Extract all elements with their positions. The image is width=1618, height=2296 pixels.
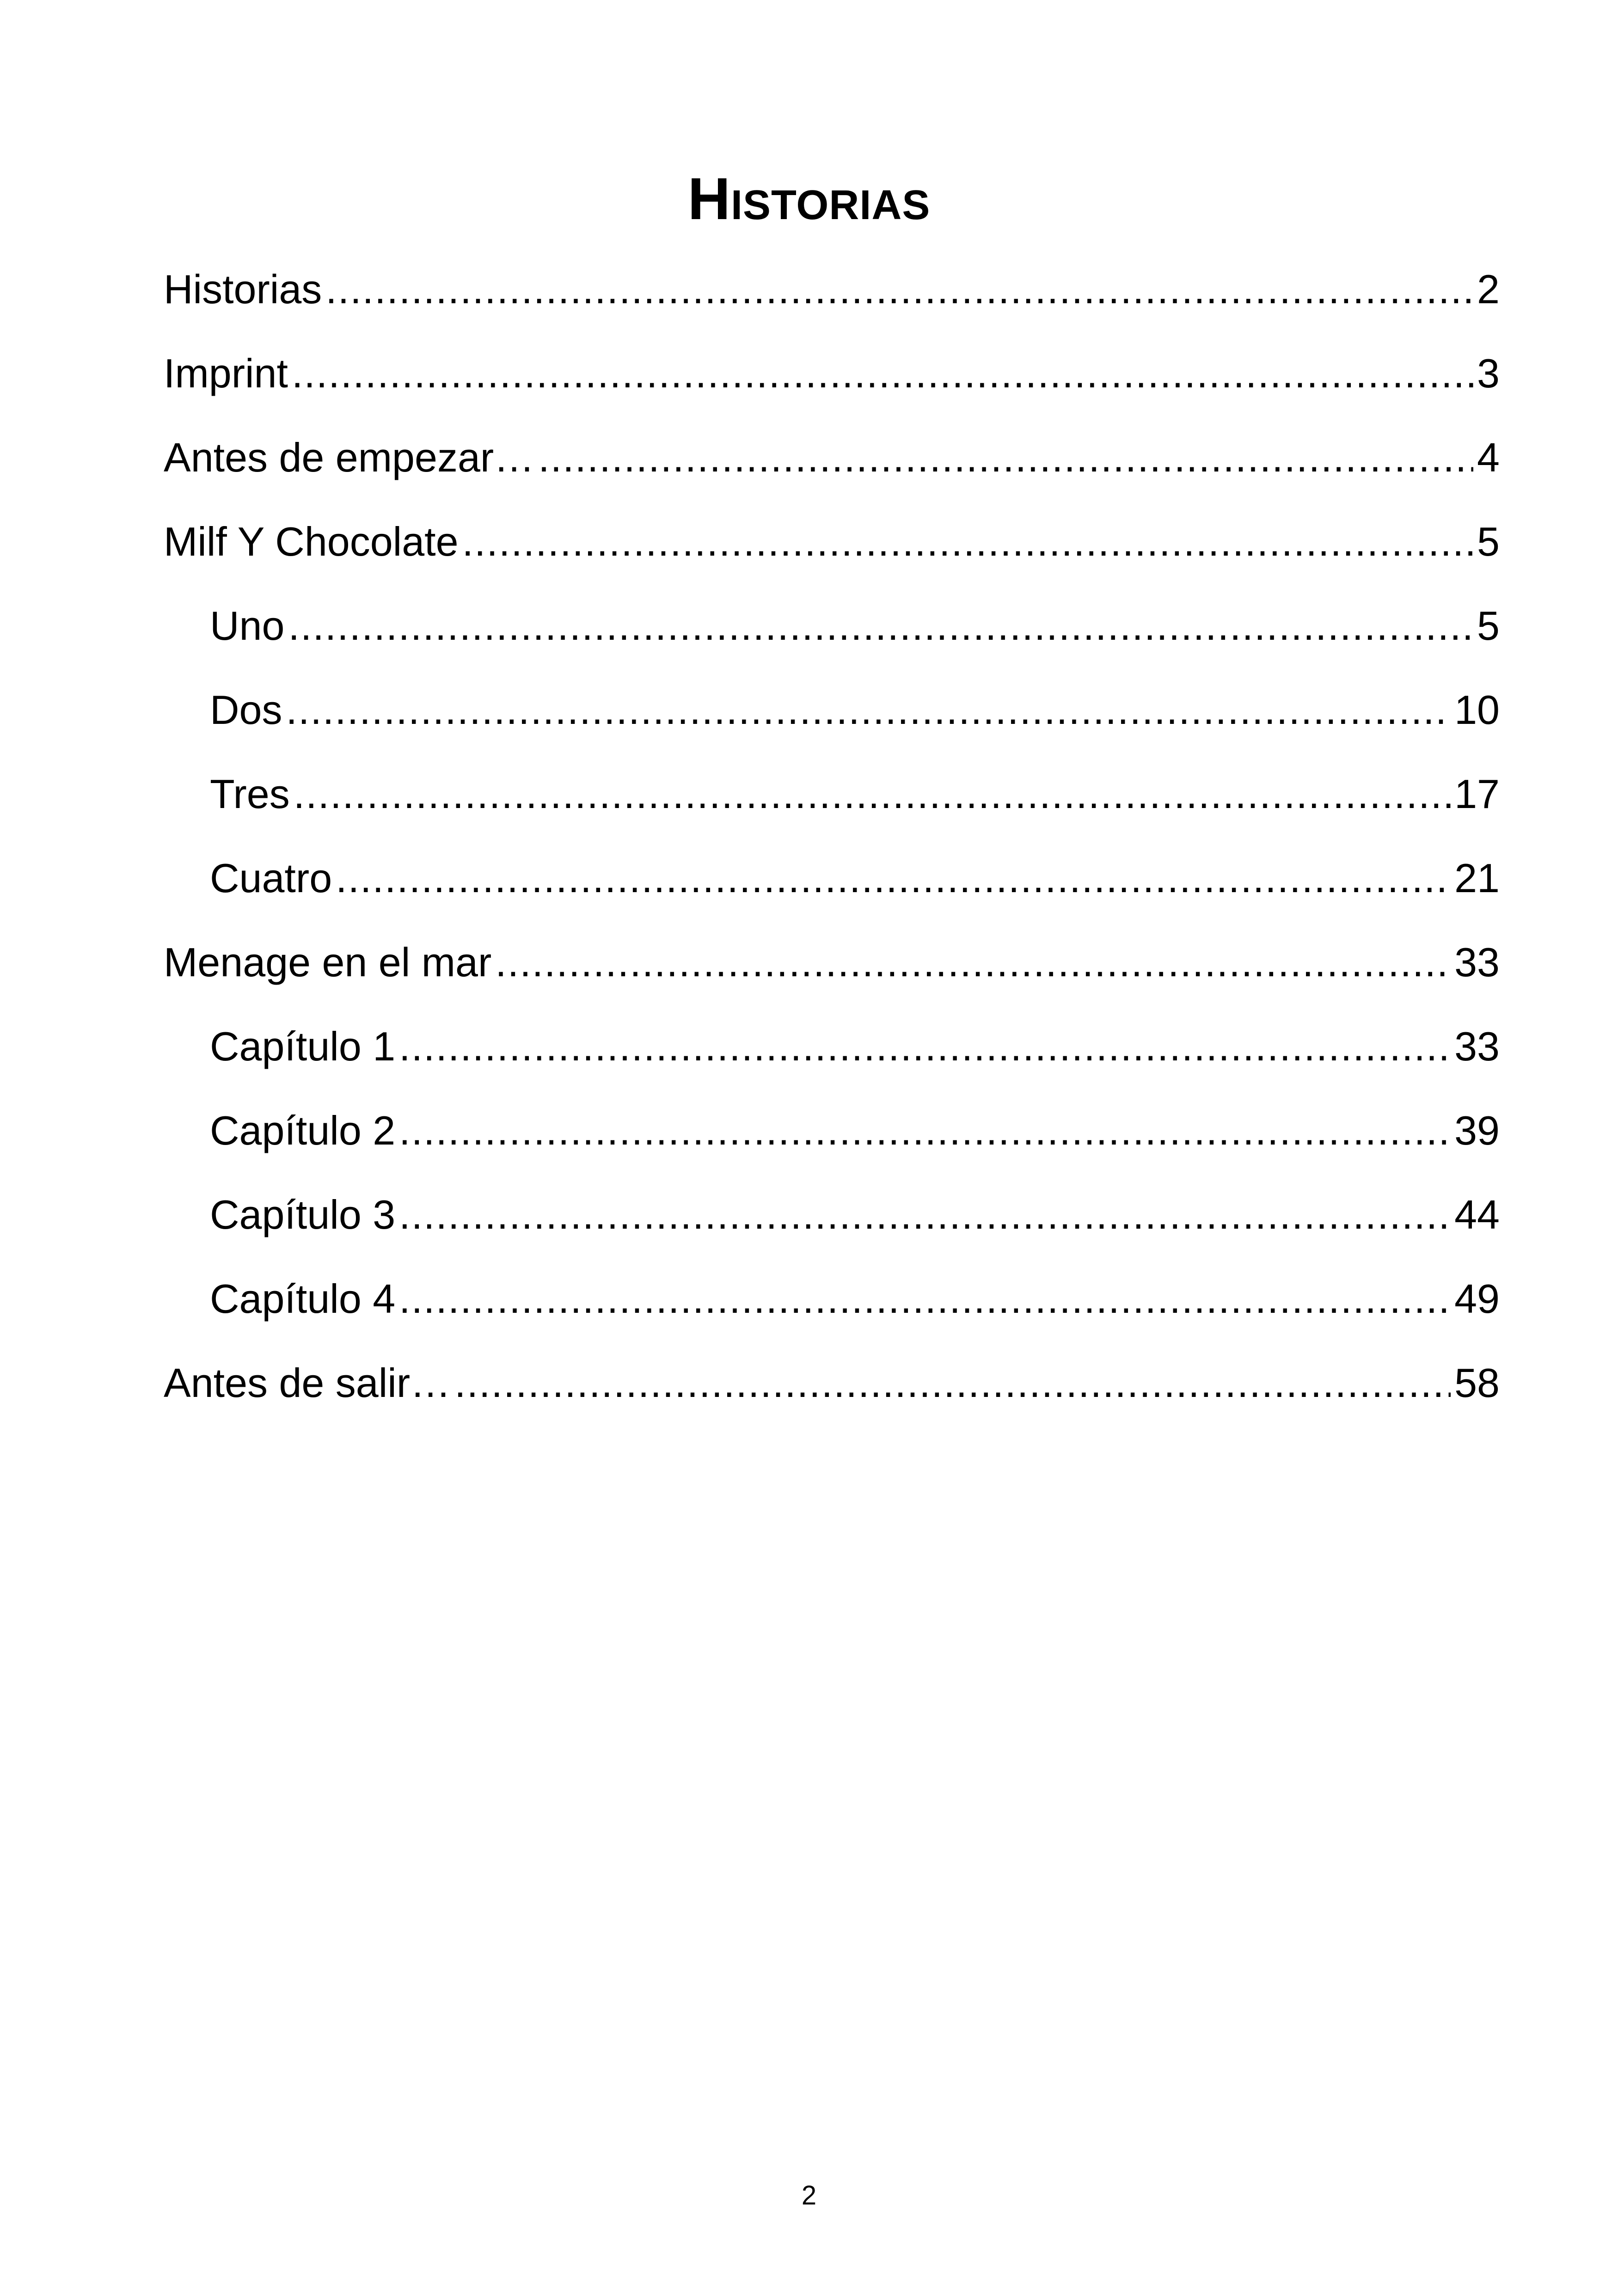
toc-entry-label: Capítulo 2	[210, 1108, 396, 1153]
dot-leader	[399, 1173, 1451, 1257]
toc-entry-page: 44	[1454, 1192, 1500, 1237]
toc-entry-uno[interactable]	[164, 584, 1500, 668]
toc-entry-menage-en-el-mar[interactable]	[164, 920, 1500, 1004]
dot-leader	[399, 1004, 1451, 1089]
toc-entry-page: 33	[1454, 939, 1500, 985]
toc-entry-page: 3	[1477, 350, 1500, 396]
toc-entry-imprint[interactable]	[164, 331, 1500, 416]
toc-entry-tres[interactable]	[164, 752, 1500, 836]
toc-entry-label: Capítulo 1	[210, 1023, 396, 1069]
dot-leader	[399, 1257, 1451, 1341]
toc-entry-capitulo-1[interactable]	[164, 1004, 1500, 1089]
table-of-contents	[164, 247, 1500, 1425]
toc-entry-capitulo-2[interactable]	[164, 1089, 1500, 1173]
toc-entry-page: 21	[1454, 855, 1500, 901]
toc-entry-page: 2	[1477, 266, 1500, 312]
toc-entry-page: 4	[1477, 435, 1500, 480]
dot-leader	[454, 1341, 1451, 1425]
toc-entry-page: 58	[1454, 1360, 1500, 1406]
toc-entry-page: 17	[1454, 771, 1500, 817]
toc-entry-label: Dos	[210, 687, 282, 733]
dot-leader	[288, 584, 1473, 668]
toc-entry-dos[interactable]	[164, 668, 1500, 752]
toc-entry-label: Historias	[164, 266, 322, 312]
page-number: 2	[801, 2180, 817, 2210]
toc-entry-label: Tres	[210, 771, 290, 817]
toc-entry-page: 49	[1454, 1276, 1500, 1322]
dot-leader	[495, 920, 1451, 1004]
dot-leader	[538, 416, 1473, 500]
toc-entry-page: 39	[1454, 1108, 1500, 1153]
toc-entry-label: Menage en el mar	[164, 939, 492, 985]
toc-entry-label: Imprint	[164, 350, 288, 396]
toc-entry-label: Uno	[210, 603, 285, 649]
dot-leader	[336, 836, 1451, 920]
toc-entry-antes-de-salir[interactable]	[164, 1341, 1500, 1425]
dot-leader	[292, 331, 1473, 416]
toc-entry-antes-de-empezar[interactable]	[164, 416, 1500, 500]
toc-entry-label: Antes de salir…	[164, 1360, 451, 1406]
dot-leader	[325, 247, 1473, 331]
toc-entry-label: Antes de empezar…	[164, 435, 535, 480]
dot-leader	[462, 500, 1474, 584]
toc-entry-label: Capítulo 3	[210, 1192, 396, 1237]
toc-entry-page: 5	[1477, 603, 1500, 649]
dot-leader	[294, 752, 1451, 836]
dot-leader	[286, 668, 1451, 752]
toc-entry-page: 33	[1454, 1023, 1500, 1069]
toc-entry-capitulo-3[interactable]	[164, 1173, 1500, 1257]
toc-entry-label: Cuatro	[210, 855, 332, 901]
toc-entry-milf-y-chocolate[interactable]	[164, 500, 1500, 584]
toc-entry-label: Capítulo 4	[210, 1276, 396, 1322]
toc-entry-page: 10	[1454, 687, 1500, 733]
toc-entry-page: 5	[1477, 519, 1500, 564]
toc-entry-cuatro[interactable]	[164, 836, 1500, 920]
toc-entry-historias[interactable]	[164, 247, 1500, 331]
page-title: Historias	[687, 165, 931, 232]
toc-entry-capitulo-4[interactable]	[164, 1257, 1500, 1341]
dot-leader	[399, 1089, 1451, 1173]
toc-entry-label: Milf Y Chocolate	[164, 519, 459, 564]
